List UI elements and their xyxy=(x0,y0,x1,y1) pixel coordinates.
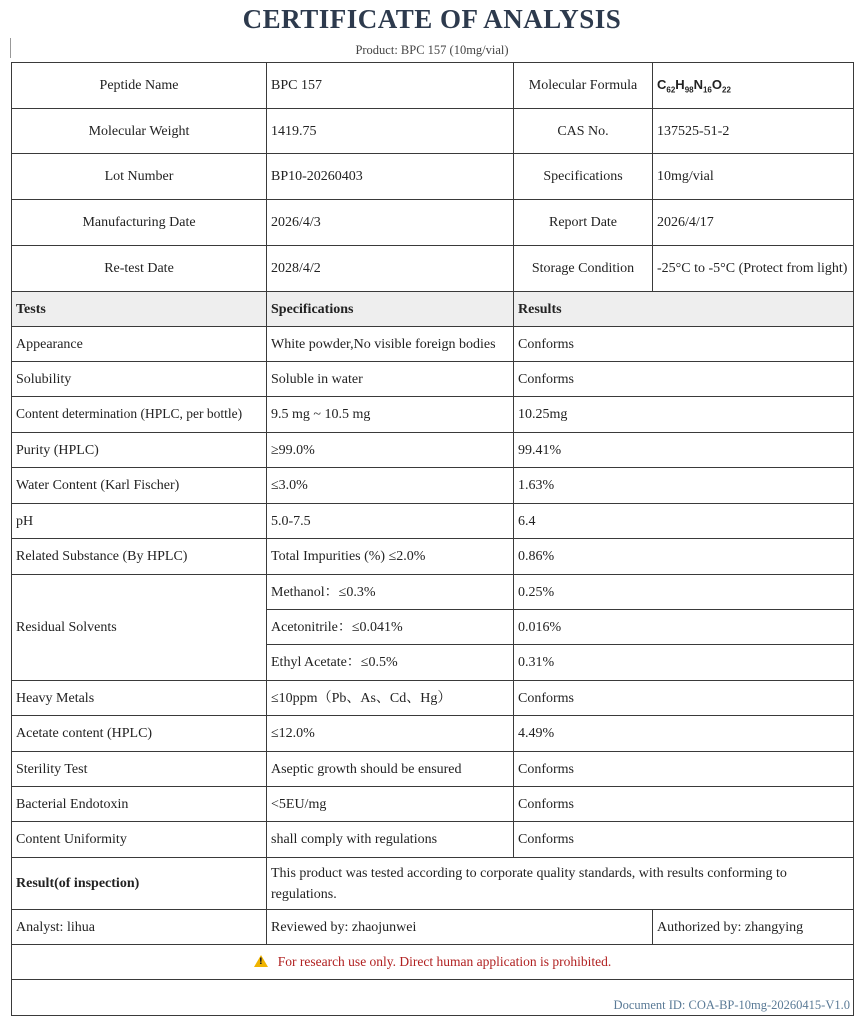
table-row xyxy=(12,681,854,716)
table-row xyxy=(12,327,854,362)
storage-value: -25°C to -5°C (Protect from light) xyxy=(653,246,854,292)
test-result: 1.63% xyxy=(514,468,854,504)
spec-value: 10mg/vial xyxy=(653,154,854,200)
test-name: Acetate content (HPLC) xyxy=(12,716,267,752)
research-warning xyxy=(12,945,854,980)
test-name: Sterility Test xyxy=(12,752,267,787)
document-id: Document ID: COA-BP-10mg-20260415-V1.0 xyxy=(12,980,854,1016)
test-result: Conforms xyxy=(514,362,854,397)
test-result: 0.31% xyxy=(514,645,854,681)
specifications-header: Specifications xyxy=(267,292,514,327)
cas-label: CAS No. xyxy=(514,109,653,154)
test-name: Content Uniformity xyxy=(12,822,267,858)
test-result: 99.41% xyxy=(514,433,854,468)
test-result: Conforms xyxy=(514,822,854,858)
test-spec: shall comply with regulations xyxy=(267,822,514,858)
test-result: 0.86% xyxy=(514,539,854,575)
test-name: Heavy Metals xyxy=(12,681,267,716)
table-row xyxy=(12,362,854,397)
authorizer: Authorized by: zhangying xyxy=(653,910,854,945)
residual-solvents-name: Residual Solvents xyxy=(12,575,267,681)
test-spec: 9.5 mg ~ 10.5 mg xyxy=(267,397,514,433)
table-row xyxy=(12,716,854,752)
info-row xyxy=(12,246,854,292)
certificate-title: CERTIFICATE OF ANALYSIS xyxy=(242,4,622,34)
test-name: Content determination (HPLC, per bottle) xyxy=(12,397,267,433)
test-result: Conforms xyxy=(514,681,854,716)
doc-id-row xyxy=(12,980,854,1016)
report-label: Report Date xyxy=(514,200,653,246)
test-result: Conforms xyxy=(514,752,854,787)
test-result: Conforms xyxy=(514,327,854,362)
table-row xyxy=(12,787,854,822)
test-result: Conforms xyxy=(514,787,854,822)
table-row xyxy=(12,504,854,539)
result-text: This product was tested according to corporate quality standards, with results conforming to regulations. xyxy=(267,858,854,910)
table-row xyxy=(12,752,854,787)
table-row xyxy=(12,575,854,610)
table-row xyxy=(12,397,854,433)
lot-value: BP10-20260403 xyxy=(267,154,514,200)
formula-label: Molecular Formula xyxy=(514,63,653,109)
test-spec: Acetonitrile：≤0.041% xyxy=(267,610,514,645)
tests-header-row xyxy=(12,292,854,327)
retest-value: 2028/4/2 xyxy=(267,246,514,292)
peptide-name-label: Peptide Name xyxy=(12,63,267,109)
info-row xyxy=(12,63,854,109)
test-spec: Soluble in water xyxy=(267,362,514,397)
test-name: Purity (HPLC) xyxy=(12,433,267,468)
mw-label: Molecular Weight xyxy=(12,109,267,154)
table-row xyxy=(12,433,854,468)
test-spec: ≤3.0% xyxy=(267,468,514,504)
result-row xyxy=(12,858,854,910)
formula-value xyxy=(653,63,854,109)
mfg-value: 2026/4/3 xyxy=(267,200,514,246)
test-name: pH xyxy=(12,504,267,539)
test-result: 10.25mg xyxy=(514,397,854,433)
tests-header: Tests xyxy=(12,292,267,327)
mfg-label: Manufacturing Date xyxy=(12,200,267,246)
table-row xyxy=(12,468,854,504)
test-spec: Ethyl Acetate：≤0.5% xyxy=(267,645,514,681)
info-row xyxy=(12,154,854,200)
test-name: Solubility xyxy=(12,362,267,397)
info-row xyxy=(12,109,854,154)
lot-label: Lot Number xyxy=(12,154,267,200)
test-spec: Methanol：≤0.3% xyxy=(267,575,514,610)
warning-row xyxy=(12,945,854,980)
test-spec: <5EU/mg xyxy=(267,787,514,822)
peptide-name-value: BPC 157 xyxy=(267,63,514,109)
spec-label: Specifications xyxy=(514,154,653,200)
test-spec: ≤12.0% xyxy=(267,716,514,752)
test-spec: ≤10ppm（Pb、As、Cd、Hg） xyxy=(267,681,514,716)
mw-value: 1419.75 xyxy=(267,109,514,154)
report-value: 2026/4/17 xyxy=(653,200,854,246)
test-name: Bacterial Endotoxin xyxy=(12,787,267,822)
retest-label: Re-test Date xyxy=(12,246,267,292)
test-spec: Aseptic growth should be ensured xyxy=(267,752,514,787)
table-row xyxy=(12,539,854,575)
test-result: 4.49% xyxy=(514,716,854,752)
test-name: Water Content (Karl Fischer) xyxy=(12,468,267,504)
analyst: Analyst: lihua xyxy=(12,910,267,945)
product-line: Product: BPC 157 (10mg/vial) xyxy=(355,43,509,57)
signoff-row xyxy=(12,910,854,945)
warning-icon xyxy=(254,955,268,967)
storage-label: Storage Condition xyxy=(514,246,653,292)
molecular-formula: $C_{62}H_{98}N_{16}O_{22}$ xyxy=(657,76,731,95)
test-spec: Total Impurities (%) ≤2.0% xyxy=(267,539,514,575)
test-spec: ≥99.0% xyxy=(267,433,514,468)
info-row xyxy=(12,200,854,246)
test-result: 0.016% xyxy=(514,610,854,645)
results-header: Results xyxy=(514,292,854,327)
warning-text: For research use only. Direct human application is prohibited. xyxy=(277,953,612,969)
test-name: Appearance xyxy=(12,327,267,362)
test-spec: 5.0-7.5 xyxy=(267,504,514,539)
coa-table xyxy=(11,62,854,1016)
table-row xyxy=(12,822,854,858)
cas-value: 137525-51-2 xyxy=(653,109,854,154)
reviewer: Reviewed by: zhaojunwei xyxy=(267,910,653,945)
test-result: 0.25% xyxy=(514,575,854,610)
test-result: 6.4 xyxy=(514,504,854,539)
result-label: Result(of inspection) xyxy=(12,858,267,910)
test-spec: White powder,No visible foreign bodies xyxy=(267,327,514,362)
test-name: Related Substance (By HPLC) xyxy=(12,539,267,575)
